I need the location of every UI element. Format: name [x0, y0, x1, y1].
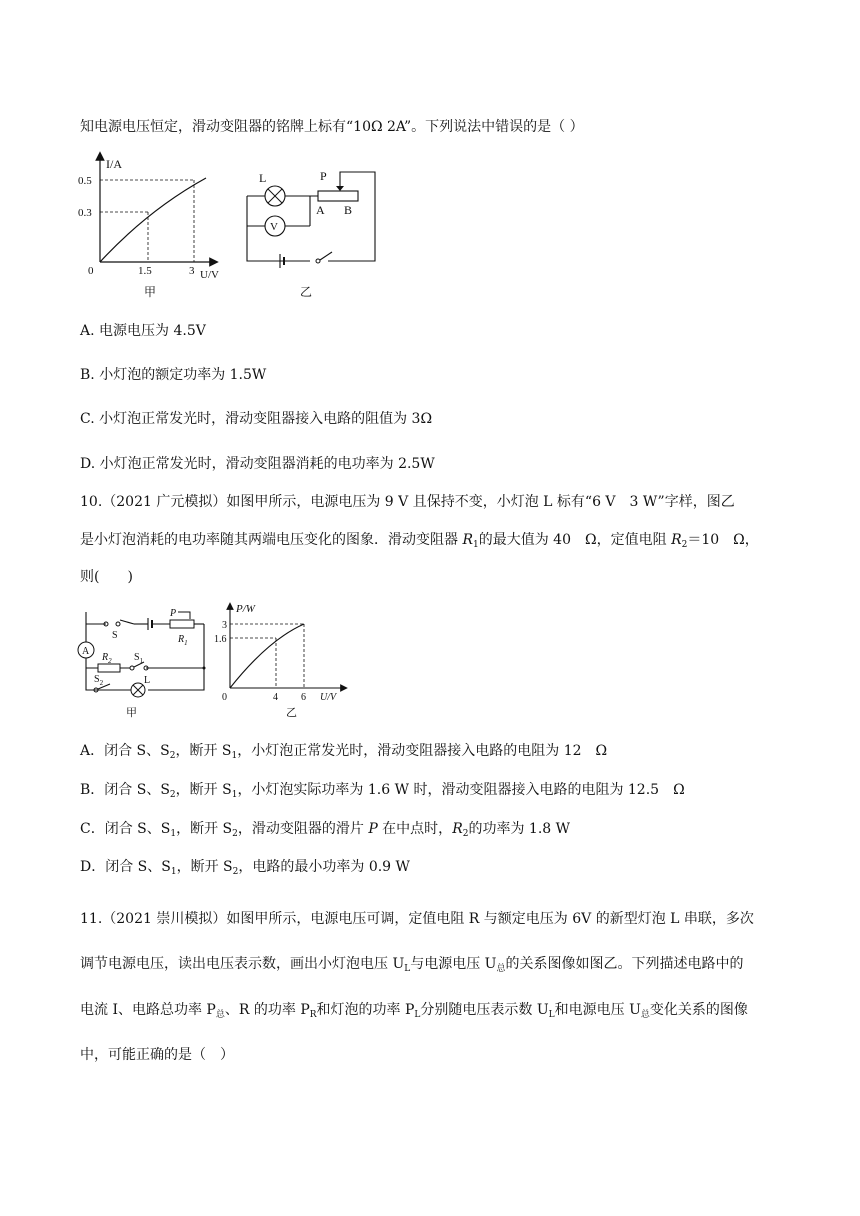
- switch-s-label: S: [112, 630, 118, 641]
- end-b-label: B: [344, 203, 353, 217]
- r2-symbol: [98, 664, 120, 672]
- x-tick-label: 1.5: [138, 265, 152, 277]
- voltmeter-label: V: [270, 221, 278, 233]
- y-tick-label: 0.5: [78, 175, 92, 187]
- r2-label: $R_2$: [102, 652, 112, 665]
- question-10-stem-line3: 则( ): [80, 569, 133, 585]
- x-tick-label: 3: [189, 265, 195, 277]
- question-10-stem-line2: 是小灯泡消耗的电功率随其两端电压变化的图象．滑动变阻器 $R_1$的最大值为 40 Ω，定值电阻 $R_2=10$ Ω，: [80, 532, 759, 550]
- figure-caption: 乙: [300, 285, 313, 299]
- option-d[interactable]: D. 小灯泡正常发光时，滑动变阻器消耗的电功率为 2.5W: [80, 456, 435, 472]
- lamp-label: L: [144, 675, 151, 686]
- pu-graph-figure: [216, 600, 348, 720]
- x-axis-label: U/V: [200, 269, 219, 281]
- question-10-stem-line1: 10.（2021 广元模拟）如图甲所示，电源电压为 9 V 且保持不变，小灯泡 L 标有“6 V 3 W”字样，图乙: [80, 494, 735, 510]
- y-tick-label: 1.6: [214, 634, 227, 645]
- x-axis-label: U/V: [320, 692, 337, 703]
- slider-label: P: [320, 169, 327, 183]
- option-b[interactable]: B. 小灯泡的额定功率为 1.5W: [80, 367, 267, 383]
- pu-curve: [230, 624, 304, 688]
- figure-caption: 甲: [144, 285, 157, 299]
- slider-label: P: [170, 608, 177, 619]
- x-tick-label: 4: [273, 692, 278, 703]
- origin-label: 0: [88, 265, 94, 277]
- switch-symbol: [316, 259, 320, 263]
- question-11-stem-line4: 中，可能正确的是（ ）: [80, 1047, 234, 1063]
- option-a[interactable]: A．闭合 S、$S_2$，断开 $S_1$，小灯泡正常发光时，滑动变阻器接入电路的电阻为 12 Ω: [80, 743, 608, 761]
- s2-label: $S_2$: [94, 674, 104, 687]
- rheostat-symbol: [170, 620, 194, 628]
- iu-graph-figure: [78, 150, 218, 300]
- option-c[interactable]: C. 小灯泡正常发光时，滑动变阻器接入电路的阻值为 3Ω: [80, 411, 433, 427]
- x-tick-label: 6: [301, 692, 306, 703]
- option-b[interactable]: B．闭合 S、$S_2$，断开 $S_1$，小灯泡实际功率为 1.6 W 时，滑动变阻器接入电路的电阻为 12.5 Ω: [80, 782, 685, 800]
- slider-arrow: [336, 186, 344, 191]
- s1-label: $S_1$: [134, 652, 144, 665]
- figure-caption: 甲: [126, 707, 137, 719]
- r1-label: $R_1$: [178, 634, 188, 647]
- y-tick-label: 0.3: [78, 207, 92, 219]
- question-stem: 知电源电压恒定，滑动变阻器的铭牌上标有“10Ω 2A”。下列说法中错误的是（ ）: [80, 119, 584, 135]
- y-axis-label: I/A: [106, 157, 122, 171]
- question-11-stem-line1: 11.（2021 崇川模拟）如图甲所示，电源电压可调，定值电阻 R 与额定电压为 6V 的新型灯泡 L 串联，多次: [80, 911, 754, 927]
- circuit-figure-a: [74, 604, 214, 722]
- question-11-stem-line2: 调节电源电压，读出电压表示数，画出小灯泡电压 $U_L$与电源电压 $U_总$的关系图像如图乙。下列描述电路中的: [80, 956, 744, 974]
- end-a-label: A: [316, 203, 325, 217]
- ammeter-label: A: [82, 646, 90, 657]
- origin-label: 0: [222, 692, 227, 703]
- option-c[interactable]: C．闭合 S、$S_1$，断开 $S_2$，滑动变阻器的滑片 P 在中点时，$R_2$的功率为 1.8 W: [80, 821, 571, 839]
- circuit-figure-b: [240, 160, 380, 300]
- lamp-label: L: [259, 171, 267, 185]
- option-a[interactable]: A. 电源电压为 4.5V: [80, 323, 206, 339]
- question-11-stem-line3: 电流 I、电路总功率 $P_总$、R 的功率 $P_R$和灯泡的功率 $P_L$分别随电压表示数 $U_L$和电源电压 $U_总$变化关系的图像: [80, 1002, 748, 1020]
- y-axis-label: P/W: [236, 603, 255, 615]
- figure-caption: 乙: [286, 707, 297, 719]
- rheostat-symbol: [318, 191, 358, 201]
- option-d[interactable]: D．闭合 S、$S_1$，断开 $S_2$，电路的最小功率为 0.9 W: [80, 859, 410, 877]
- iu-curve: [100, 178, 206, 262]
- y-tick-label: 3: [222, 620, 227, 631]
